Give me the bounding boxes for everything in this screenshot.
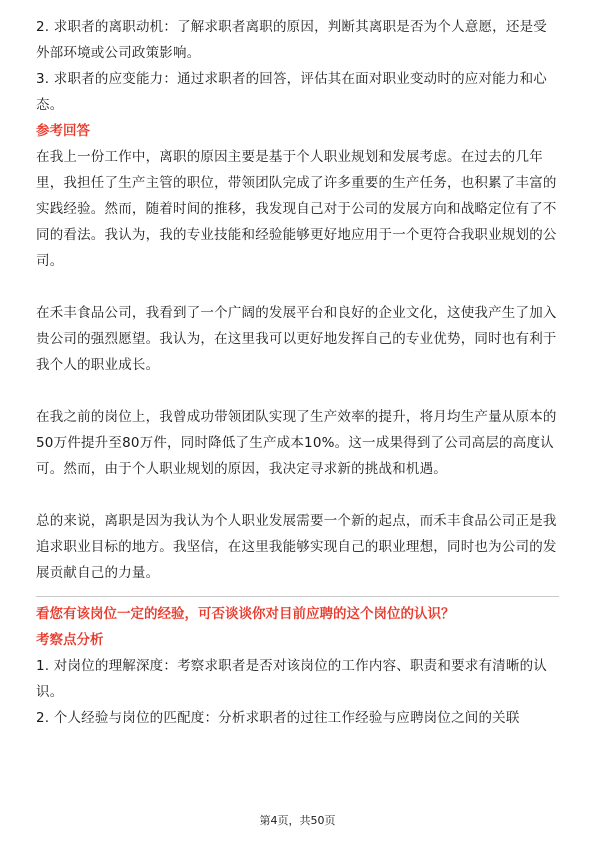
reference-answer-heading: 参考回答 bbox=[36, 123, 90, 139]
analysis-heading: 考察点分析 bbox=[36, 632, 104, 648]
paragraph-gap bbox=[36, 482, 559, 508]
question-analysis-item-2: 2. 个人经验与岗位的匹配度：分析求职者的过往工作经验与应聘岗位之间的关联 bbox=[36, 710, 520, 726]
question-analysis-item-1: 1. 对岗位的理解深度：考察求职者是否对该岗位的工作内容、职责和要求有清晰的认识。 bbox=[36, 658, 547, 700]
answer-paragraph-2: 在禾丰食品公司，我看到了一个广阔的发展平台和良好的企业文化，这使我产生了加入贵公司的强烈愿望。我认为，在这里我可以更好地发挥自己的专业优势，同时也有利于我个人的职业成长。 bbox=[36, 305, 557, 373]
answer-paragraph-3: 在我之前的岗位上，我曾成功带领团队实现了生产效率的提升，将月均生产量从原本的50万件提升至80万件，同时降低了生产成本10%。这一成果得到了公司高层的高度认可。然而，由于个人职业规划的原因，我决定寻求新的挑战和机遇。 bbox=[36, 409, 557, 477]
page-number: 第4页，共50页 bbox=[259, 814, 336, 827]
section-divider bbox=[36, 596, 559, 597]
document-page bbox=[36, 14, 559, 731]
question-title: 看您有该岗位一定的经验，可否谈谈你对目前应聘的这个岗位的认识？ bbox=[36, 606, 455, 622]
answer-paragraph-4: 总的来说，离职是因为我认为个人职业发展需要一个新的起点，而禾丰食品公司正是我追求职业目标的地方。我坚信，在这里我能够实现自己的职业理想，同时也为公司的发展贡献自己的力量。 bbox=[36, 513, 557, 581]
analysis-item-3: 3. 求职者的应变能力：通过求职者的回答，评估其在面对职业变动时的应对能力和心态。 bbox=[36, 71, 547, 113]
paragraph-gap bbox=[36, 274, 559, 300]
answer-paragraph-1: 在我上一份工作中，离职的原因主要是基于个人职业规划和发展考虑。在过去的几年里，我担任了生产主管的职位，带领团队完成了许多重要的生产任务，也积累了丰富的实践经验。然而，随着时间的推移，我发现自己对于公司的发展方向和战略定位有了不同的看法。我认为，我的专业技能和经验能够更好地应用于一个更符合我职业规划的公司。 bbox=[36, 149, 557, 269]
analysis-item-2: 2. 求职者的离职动机：了解求职者离职的原因，判断其离职是否为个人意愿，还是受外部环境或公司政策影响。 bbox=[36, 19, 547, 61]
paragraph-gap bbox=[36, 378, 559, 404]
